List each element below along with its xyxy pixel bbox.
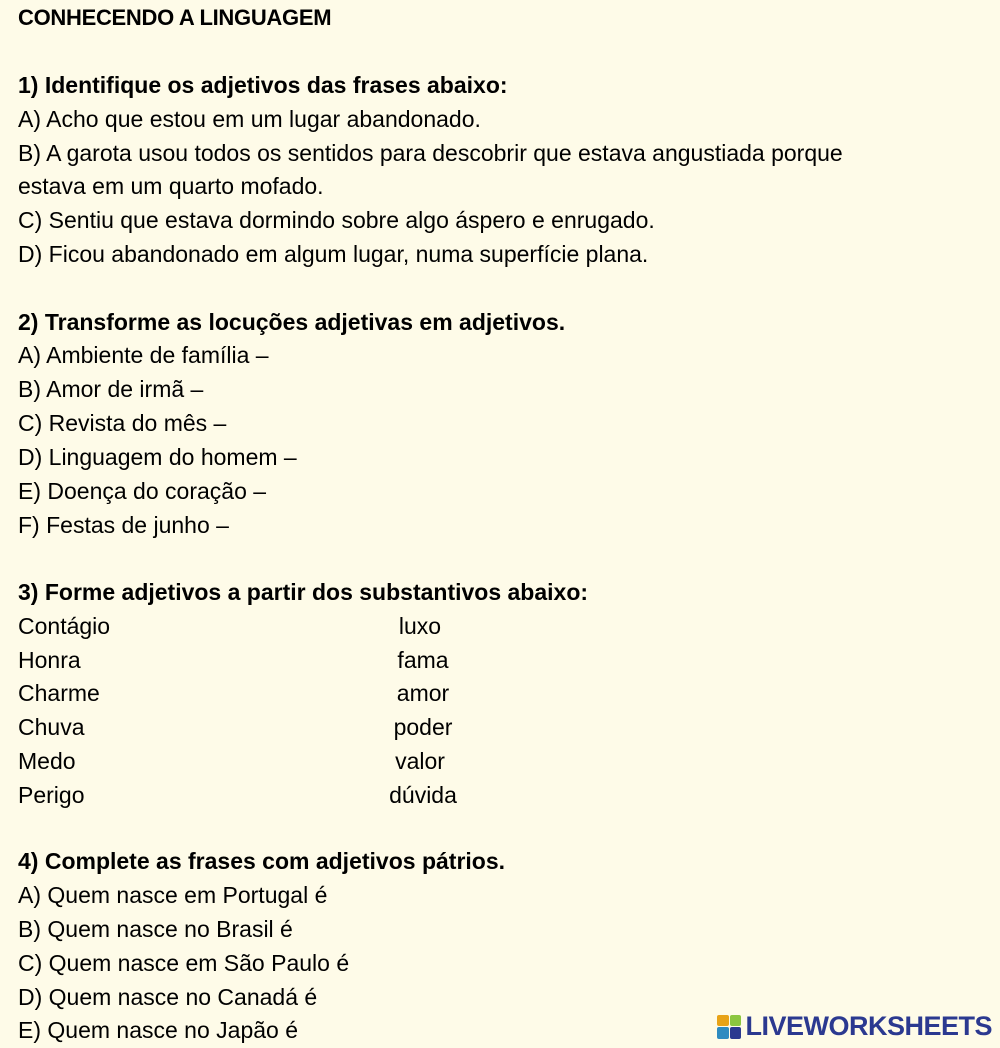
liveworksheets-logo-icon <box>717 1015 741 1039</box>
q2-item: C) Revista do mês – <box>18 410 227 436</box>
q4-heading: 4) Complete as frases com adjetivos pátrios. <box>18 848 506 874</box>
q3-noun-left: Charme <box>18 680 100 706</box>
q1-item: D) Ficou abandonado em algum lugar, numa superfície plana. <box>18 241 649 267</box>
q4-item: B) Quem nasce no Brasil é <box>18 916 293 942</box>
q3-heading: 3) Forme adjetivos a partir dos substantivos abaixo: <box>18 579 589 605</box>
worksheet-title: CONHECENDO A LINGUAGEM <box>18 5 332 30</box>
q1-item: estava em um quarto mofado. <box>18 173 324 199</box>
q2-item: A) Ambiente de família – <box>18 342 269 368</box>
q3-noun-left: Contágio <box>18 613 111 639</box>
q3-noun-right: fama <box>397 647 449 673</box>
q3-noun-left: Medo <box>18 748 76 774</box>
q2-item: B) Amor de irmã – <box>18 376 204 402</box>
q1-item: A) Acho que estou em um lugar abandonado. <box>18 106 481 132</box>
q3-noun-right: amor <box>396 680 450 706</box>
q1-heading: 1) Identifique os adjetivos das frases abaixo: <box>18 72 508 98</box>
q1-item: C) Sentiu que estava dormindo sobre algo áspero e enrugado. <box>18 207 655 233</box>
q1-item: B) A garota usou todos os sentidos para descobrir que estava angustiada porque <box>18 140 843 166</box>
q2-heading: 2) Transforme as locuções adjetivas em adjetivos. <box>18 309 566 335</box>
q3-noun-left: Perigo <box>18 782 85 808</box>
q4-item: A) Quem nasce em Portugal é <box>18 882 328 908</box>
q3-noun-right: dúvida <box>389 782 457 808</box>
q3-noun-right: valor <box>395 748 445 774</box>
q3-noun-left: Honra <box>18 647 81 673</box>
q4-item: C) Quem nasce em São Paulo é <box>18 950 350 976</box>
q2-item: F) Festas de junho – <box>18 512 229 538</box>
q2-item: E) Doença do coração – <box>18 478 267 504</box>
q4-item: D) Quem nasce no Canadá é <box>18 984 318 1010</box>
q3-noun-right: luxo <box>398 613 442 639</box>
q3-noun-right: poder <box>393 714 453 740</box>
logo-text: LIVEWORKSHEETS <box>745 1011 992 1041</box>
q3-noun-left: Chuva <box>18 714 85 740</box>
q4-item: E) Quem nasce no Japão é <box>18 1017 298 1043</box>
q2-item: D) Linguagem do homem – <box>18 444 297 470</box>
liveworksheets-logo <box>717 1011 992 1042</box>
